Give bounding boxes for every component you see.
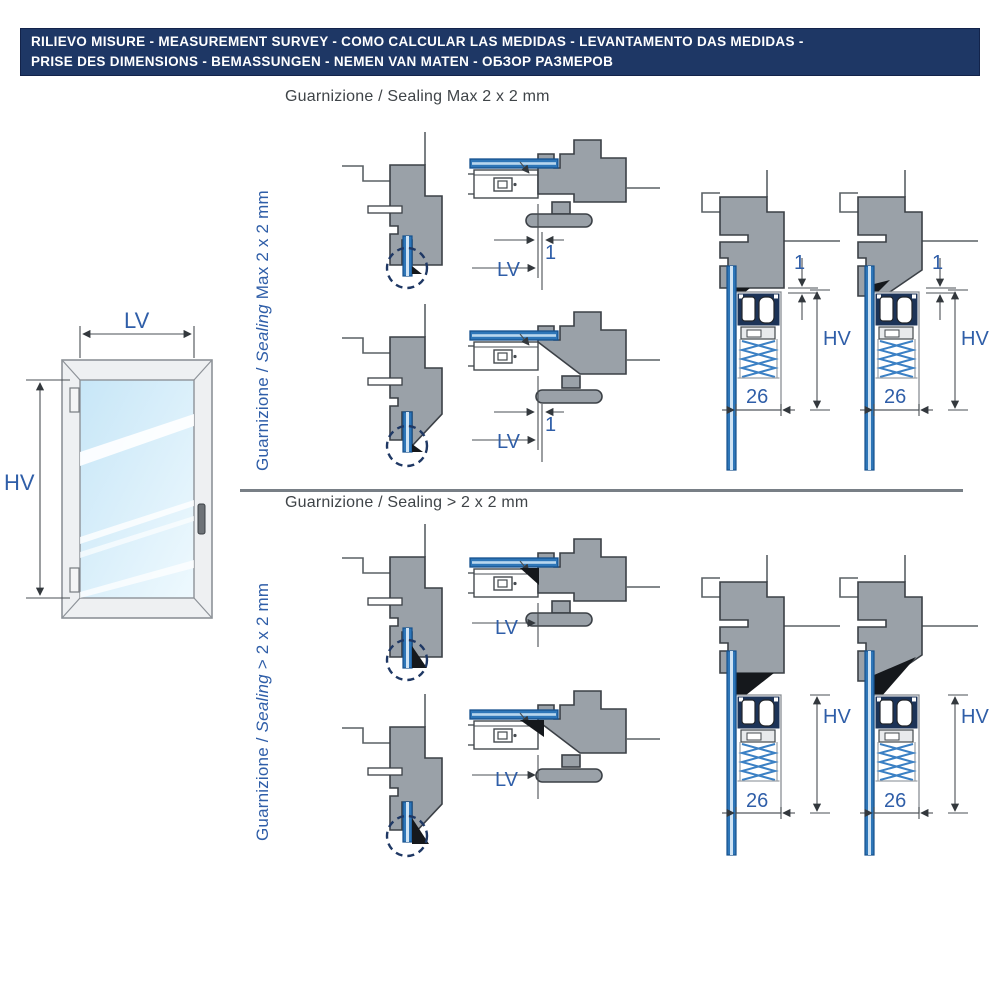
window-hv-label: HV [4,470,35,495]
dim-label-gap: 1 [545,242,557,264]
header-line-2: PRISE DES DIMENSIONS - BEMASSUNGEN - NEMEN VAN MATEN - ОБЗОР РАЗМЕРОВ [31,53,614,69]
diagram-max2-wall-slanted [828,170,983,470]
header-line-1: RILIEVO MISURE - MEASUREMENT SURVEY - COMO CALCULAR LAS MEDIDAS - LEVANTAMENTO DAS MEDIDAS - [31,34,804,49]
dim-label-rail-width: 26 [884,790,907,812]
window-handle [198,504,205,534]
seal-contact-nub [412,266,422,274]
diagram-max2-jamb-slanted [330,300,460,485]
side-label-gt2-italic: Sealing [253,674,272,733]
hinge-top [70,388,79,412]
diagram-gt2-jamb-slanted [330,690,460,875]
side-label-gt2 [253,583,273,841]
dim-label-hv: HV [823,328,851,350]
dim-label-lv: LV [497,259,520,281]
dim-label-gap: 1 [545,414,557,436]
window-illustration [12,300,232,645]
window-lv-label: LV [124,308,150,333]
side-label-gt2-suffix: > 2 x 2 mm [253,582,272,675]
header-banner [20,28,980,76]
seal-contact-nub [412,444,423,452]
side-label-max2 [253,190,273,471]
diagram-max2-jamb-straight [330,128,460,313]
section-title-max2: Guarnizione / Sealing Max 2 x 2 mm [285,88,550,105]
dim-label-gap: 1 [794,252,806,274]
dim-label-rail-width: 26 [884,386,907,408]
diagram-gt2-head-slanted [468,679,663,854]
dim-label-lv: LV [497,431,520,453]
dim-label-hv: HV [961,328,989,350]
dim-label-rail-width: 26 [746,790,769,812]
dim-label-hv: HV [823,706,851,728]
side-label-max2-italic: Sealing [253,304,272,363]
dim-label-rail-width: 26 [746,386,769,408]
dim-label-lv: LV [495,617,518,639]
diagram-gt2-jamb-straight [330,520,460,705]
section-divider [240,489,963,492]
diagram-gt2-head-straight [468,527,663,702]
side-label-max2-prefix: Guarnizione / [253,362,272,471]
side-label-max2-suffix: Max 2 x 2 mm [253,190,272,305]
side-label-gt2-prefix: Guarnizione / [253,732,272,841]
dim-label-gap: 1 [932,252,944,274]
hinge-bottom [70,568,79,592]
diagram-max2-wall-straight [690,170,845,470]
dim-label-hv: HV [961,706,989,728]
section-title-gt2: Guarnizione / Sealing > 2 x 2 mm [285,494,529,511]
dim-label-lv: LV [495,769,518,791]
